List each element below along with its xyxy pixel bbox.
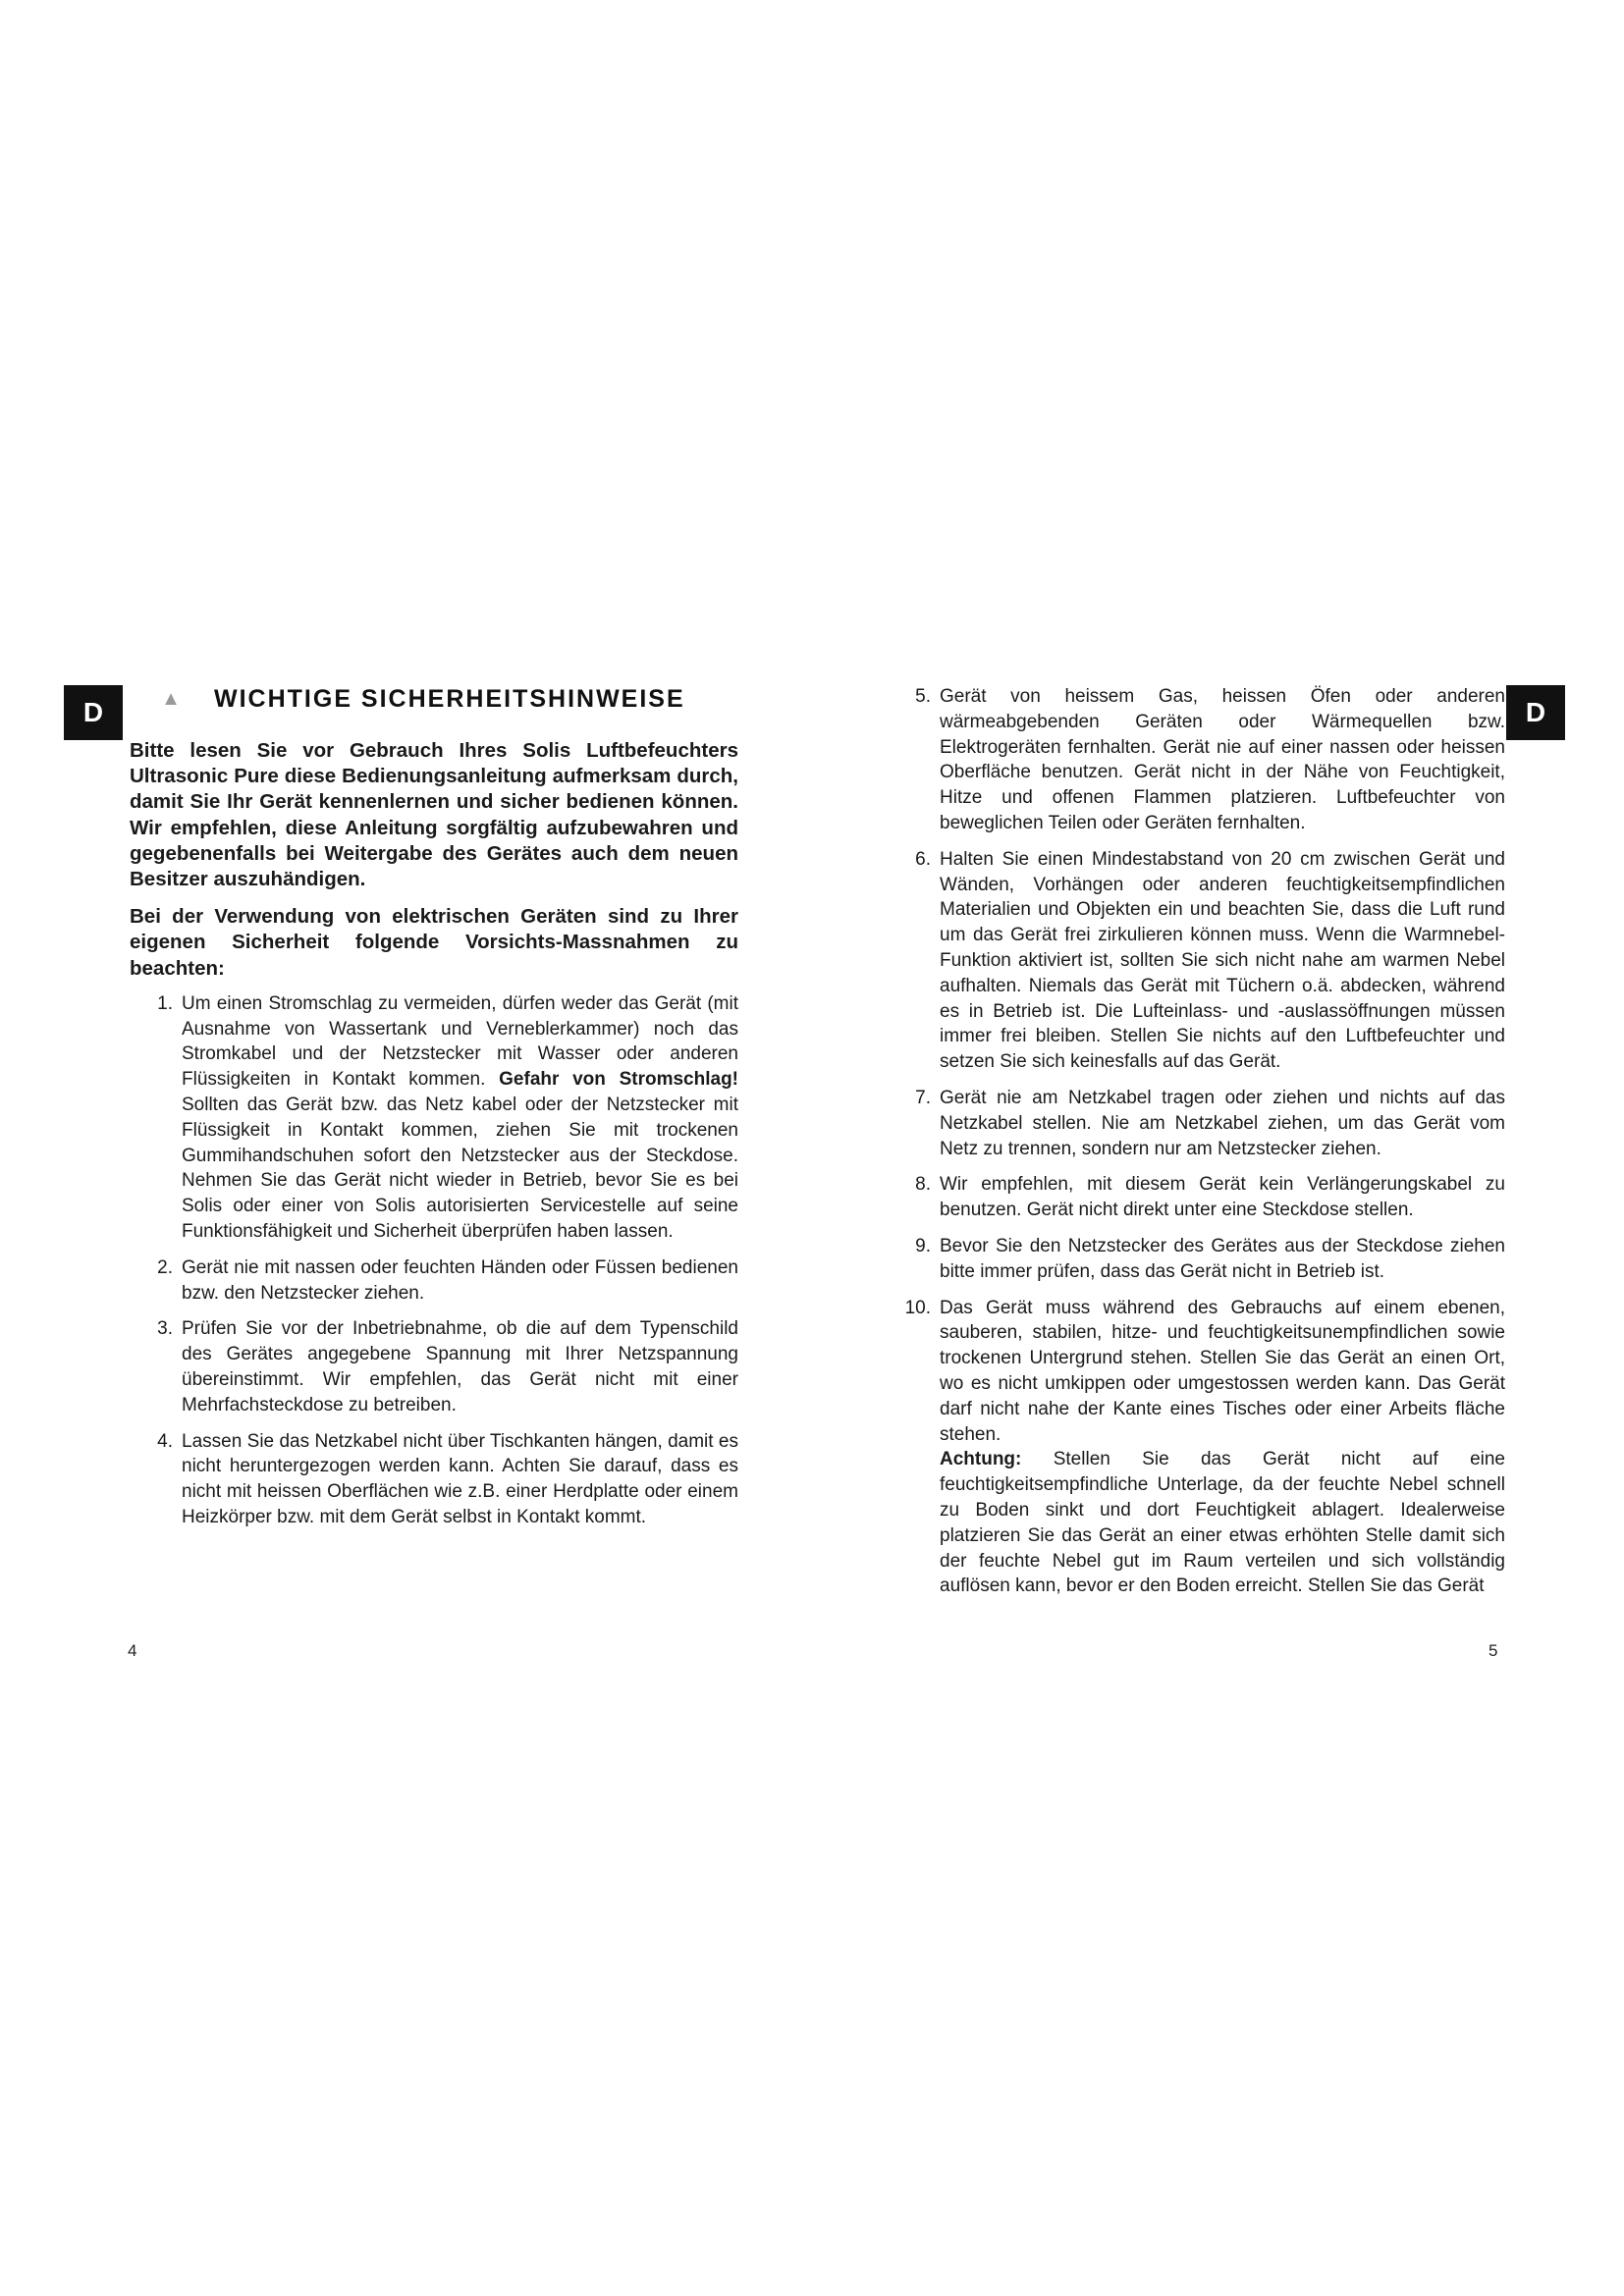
item-text: Gerät nie mit nassen oder feuchten Händen oder Füssen bedienen bzw. den Netzstecker ziehen. [182,1256,738,1304]
danger-warning: Gefahr von Stromschlag! [499,1069,739,1091]
achtung-label: Achtung: [940,1449,1022,1470]
list-item [893,1234,1505,1285]
page-number-left: 4 [128,1641,137,1660]
item-number: 2. [157,1256,173,1278]
item-number: 8. [915,1174,931,1196]
item-number: 7. [915,1087,931,1108]
list-item [137,1429,738,1530]
rules-list-left [130,991,738,1530]
list-item [893,1296,1505,1600]
language-tab-right: D [1506,685,1565,740]
item-number: 4. [157,1430,173,1452]
list-item [893,1086,1505,1161]
rules-list-right [893,684,1505,1599]
item-text: Prüfen Sie vor der Inbetriebnahme, ob die auf dem Typenschild des Gerätes angegebene Spannung mit Ihrer Netzspannung übereinstimmt. Wir empfehlen, das Gerät nicht mit einer Mehrfachsteckdose zu betreiben. [182,1318,738,1415]
item-number: 5. [915,686,931,707]
item-text: Gerät von heissem Gas, heissen Öfen oder anderen wärmeabgebenden Geräten oder Wärmequellen bzw. Elektrogeräten fernhalten. Gerät nie auf einer nassen oder heissen Oberfläche benutzen. Gerät nicht in der Nähe von Feuchtigkeit, Hitze und offenen Flammen platzieren. Luftbefeuchter von beweglichen Teilen oder Geräten fernhalten. [940,686,1505,833]
heading-text: WICHTIGE SICHERHEITSHINWEISE [214,685,685,713]
item-number: 3. [157,1318,173,1340]
list-item [893,684,1505,836]
language-tab-left: D [64,685,123,740]
list-item [137,991,738,1245]
list-item [137,1255,738,1307]
item-number: 6. [915,848,931,870]
list-item [893,1172,1505,1223]
section-heading [157,685,746,714]
item-text: Das Gerät muss während des Gebrauchs auf einem ebenen, sauberen, stabilen, hitze- und feuchtigkeitsunempfindlichen sowie trockenen Untergrund stehen. Stellen Sie das Gerät an einen Ort, wo es nicht umkippen oder umgestossen werden kann. Das Gerät darf nicht nahe der Kante eines Tisches oder einer Arbeits fläche stehen. Achtung: Stellen Sie das Gerät nicht auf eine feuchtigkeitsempfindliche Unterlage, da der feuchte Nebel schnell zu Boden sinkt und dort Feuchtigkeit ablagert. Idealerweise platzieren Sie das Gerät an einer etwas erhöhten Stelle damit sich der feuchte Nebel gut im Raum verteilen und sich vollständig auflösen kann, bevor er den Boden erreicht. Stellen Sie das Gerät [940,1297,1505,1597]
warning-triangle-icon: ▲ [161,688,183,710]
item-text: Gerät nie am Netzkabel tragen oder ziehen und nichts auf das Netzkabel stellen. Nie am Netzkabel ziehen, um das Gerät vom Netz zu trennen, sondern nur am Netzstecker ziehen. [940,1087,1505,1159]
item-number: 1. [157,992,173,1014]
item-number: 10. [904,1297,931,1318]
precautions-intro: Bei der Verwendung von elektrischen Geräten sind zu Ihrer eigenen Sicherheit folgende Vorsichts-Massnahmen zu beachten: [130,905,738,980]
item-text: Halten Sie einen Mindestabstand von 20 cm zwischen Gerät und Wänden, Vorhängen oder anderen feuchtigkeitsempfindlichen Materialien und Objekten ein und beachten Sie, dass die Luft rund um das Gerät frei zirkulieren können muss. Wenn die Warmnebel-Funktion aktiviert ist, sollten Sie sich nicht nahe am warmen Nebel aufhalten. Niemals das Gerät mit Tüchern o.ä. abdecken, während es in Betrieb ist. Die Lufteinlass- und -auslassöffnungen müssen immer frei bleiben. Stellen Sie nichts auf den Luftbefeuchter und setzen Sie sich keinesfalls auf das Gerät. [940,848,1505,1073]
item-number: 9. [915,1235,931,1256]
item-text: Bevor Sie den Netzstecker des Gerätes aus der Steckdose ziehen bitte immer prüfen, dass das Gerät nicht in Betrieb ist. [940,1235,1505,1282]
right-column [893,684,1505,1610]
page-number-right: 5 [1489,1641,1498,1660]
item-text: Um einen Stromschlag zu vermeiden, dürfen weder das Gerät (mit Ausnahme von Wassertank und Verneblerkammer) noch das Stromkabel und der Netzstecker mit Wasser oder anderen Flüssigkeiten in Kontakt kommen. Gefahr von Stromschlag! Sollten das Gerät bzw. das Netz kabel oder der Netzstecker mit Flüssigkeit in Kontakt kommen, ziehen Sie mit trockenen Gummihandschuhen sofort den Netzstecker aus der Steckdose. Nehmen Sie das Gerät nicht wieder in Betrieb, bevor Sie es bei Solis oder einer von Solis autorisierten Servicestelle auf seine Funktionsfähigkeit und Sicherheit überprüfen haben lassen. [182,992,739,1242]
list-item [137,1316,738,1417]
left-column [130,738,738,1541]
item-text: Lassen Sie das Netzkabel nicht über Tischkanten hängen, damit es nicht heruntergezogen werden kann. Achten Sie darauf, dass es nicht mit heissen Oberflächen wie z.B. einer Herdplatte oder einem Heizkörper bzw. mit dem Gerät selbst in Kontakt kommt. [182,1430,738,1527]
intro-paragraph: Bitte lesen Sie vor Gebrauch Ihres Solis Luftbefeuchters Ultrasonic Pure diese Bedienungsanleitung aufmerksam durch, damit Sie Ihr Gerät kennenlernen und sicher bedienen können. Wir empfehlen, diese Anleitung sorgfältig aufzubewahren und gegebenenfalls bei Weitergabe des Gerätes auch dem neuen Besitzer auszuhändigen. [130,739,738,891]
item-text: Wir empfehlen, mit diesem Gerät kein Verlängerungskabel zu benutzen. Gerät nicht direkt unter eine Steckdose stellen. [940,1174,1505,1221]
list-item [893,847,1505,1075]
